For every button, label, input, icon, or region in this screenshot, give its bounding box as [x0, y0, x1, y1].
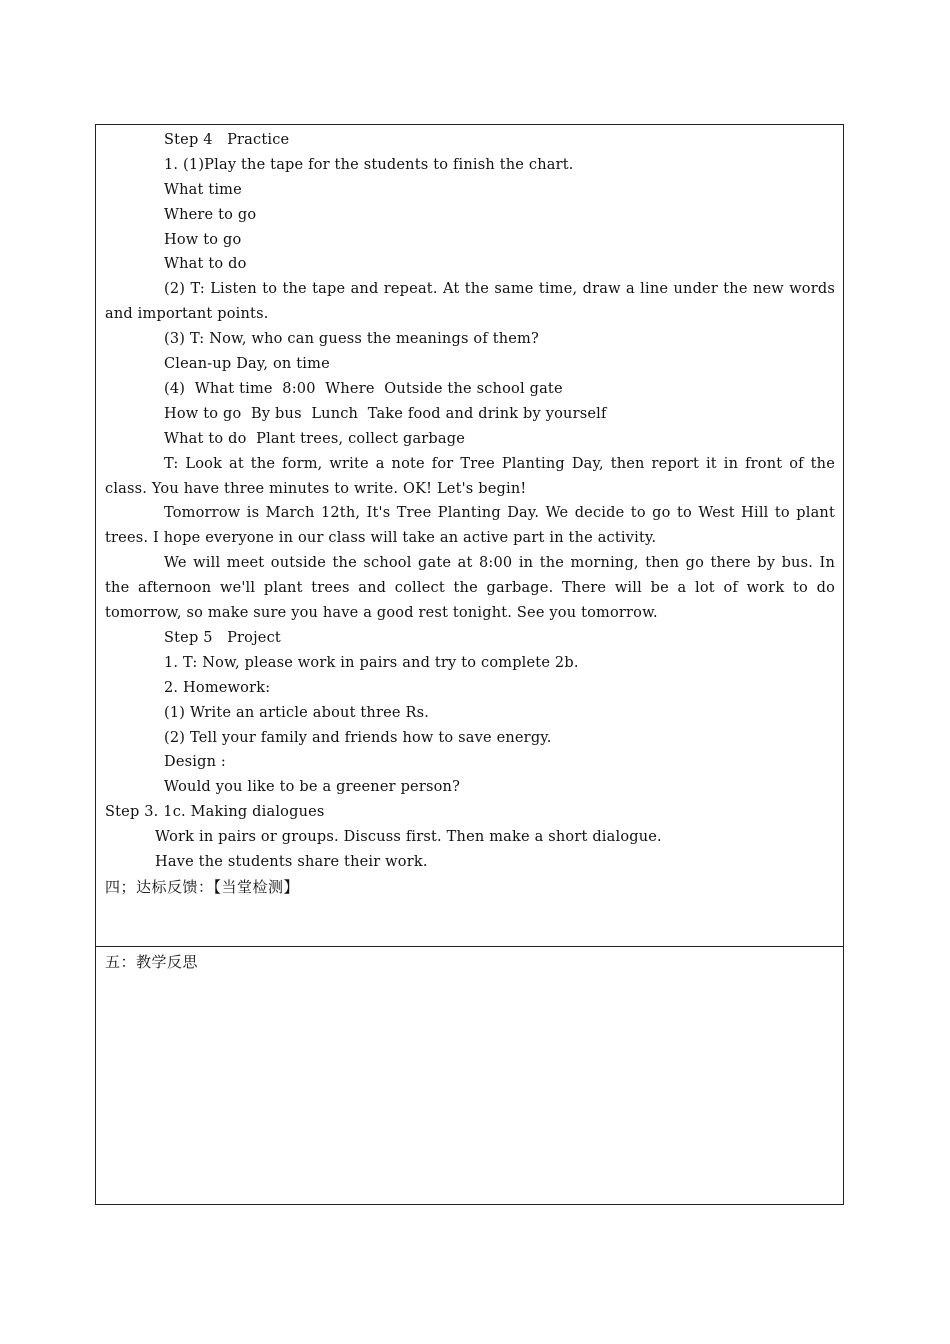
step4-item1: 1. (1)Play the tape for the students to finish the chart.	[164, 156, 574, 173]
reflection-cell	[96, 947, 843, 1204]
main-content-cell	[96, 125, 843, 947]
section4-heading: 四；达标反馈：【当堂检测】	[105, 877, 300, 896]
step4-item2: (2) T: Listen to the tape and repeat. At the same time, draw a line under the new words and important points.	[105, 281, 835, 323]
chart-row: How to go	[164, 231, 242, 248]
step4-item3-words: Clean-up Day, on time	[164, 356, 330, 373]
step4-item3: (3) T: Now, who can guess the meanings of them?	[164, 331, 539, 348]
lesson-plan-table	[95, 124, 844, 1205]
homework-item-1: (1) Write an article about three Rs.	[164, 704, 430, 721]
step3-heading: Step 3. 1c. Making dialogues	[105, 804, 325, 821]
step5-heading: Step 5 Project	[164, 629, 281, 646]
chart-row: What to do	[164, 256, 247, 273]
note-paragraph-1: Tomorrow is March 12th, It's Tree Planting Day. We decide to go to West Hill to plant trees. I hope everyone in our class will take an active part in the activity.	[105, 505, 835, 547]
step4-item4-line2: How to go By bus Lunch Take food and drink by yourself	[164, 405, 607, 422]
step5-item2: 2. Homework:	[164, 679, 271, 696]
step3-line2: Have the students share their work.	[155, 853, 428, 870]
design-label: Design :	[164, 754, 227, 771]
step3-line1: Work in pairs or groups. Discuss first. Then make a short dialogue.	[155, 829, 662, 846]
design-question: Would you like to be a greener person?	[164, 779, 461, 796]
chart-row: What time	[164, 181, 242, 198]
homework-item-2: (2) Tell your family and friends how to save energy.	[164, 729, 552, 746]
chart-row: Where to go	[164, 206, 257, 223]
step5-item1: 1. T: Now, please work in pairs and try to complete 2b.	[164, 654, 579, 671]
note-paragraph-2: We will meet outside the school gate at 8:00 in the morning, then go there by bus. In the afternoon we'll plant trees and collect the garbage. There will be a lot of work to do tomorrow, so make sure you have a good rest tonight. See you tomorrow.	[105, 555, 835, 622]
step4-item4-line1: (4) What time 8:00 Where Outside the school gate	[164, 380, 563, 397]
section5-heading: 五：教学反思	[105, 953, 199, 971]
step4-task: T: Look at the form, write a note for Tree Planting Day, then report it in front of the class. You have three minutes to write. OK! Let's begin!	[105, 455, 835, 497]
step4-heading: Step 4 Practice	[164, 132, 290, 148]
step4-item4-line3: What to do Plant trees, collect garbage	[164, 430, 466, 447]
